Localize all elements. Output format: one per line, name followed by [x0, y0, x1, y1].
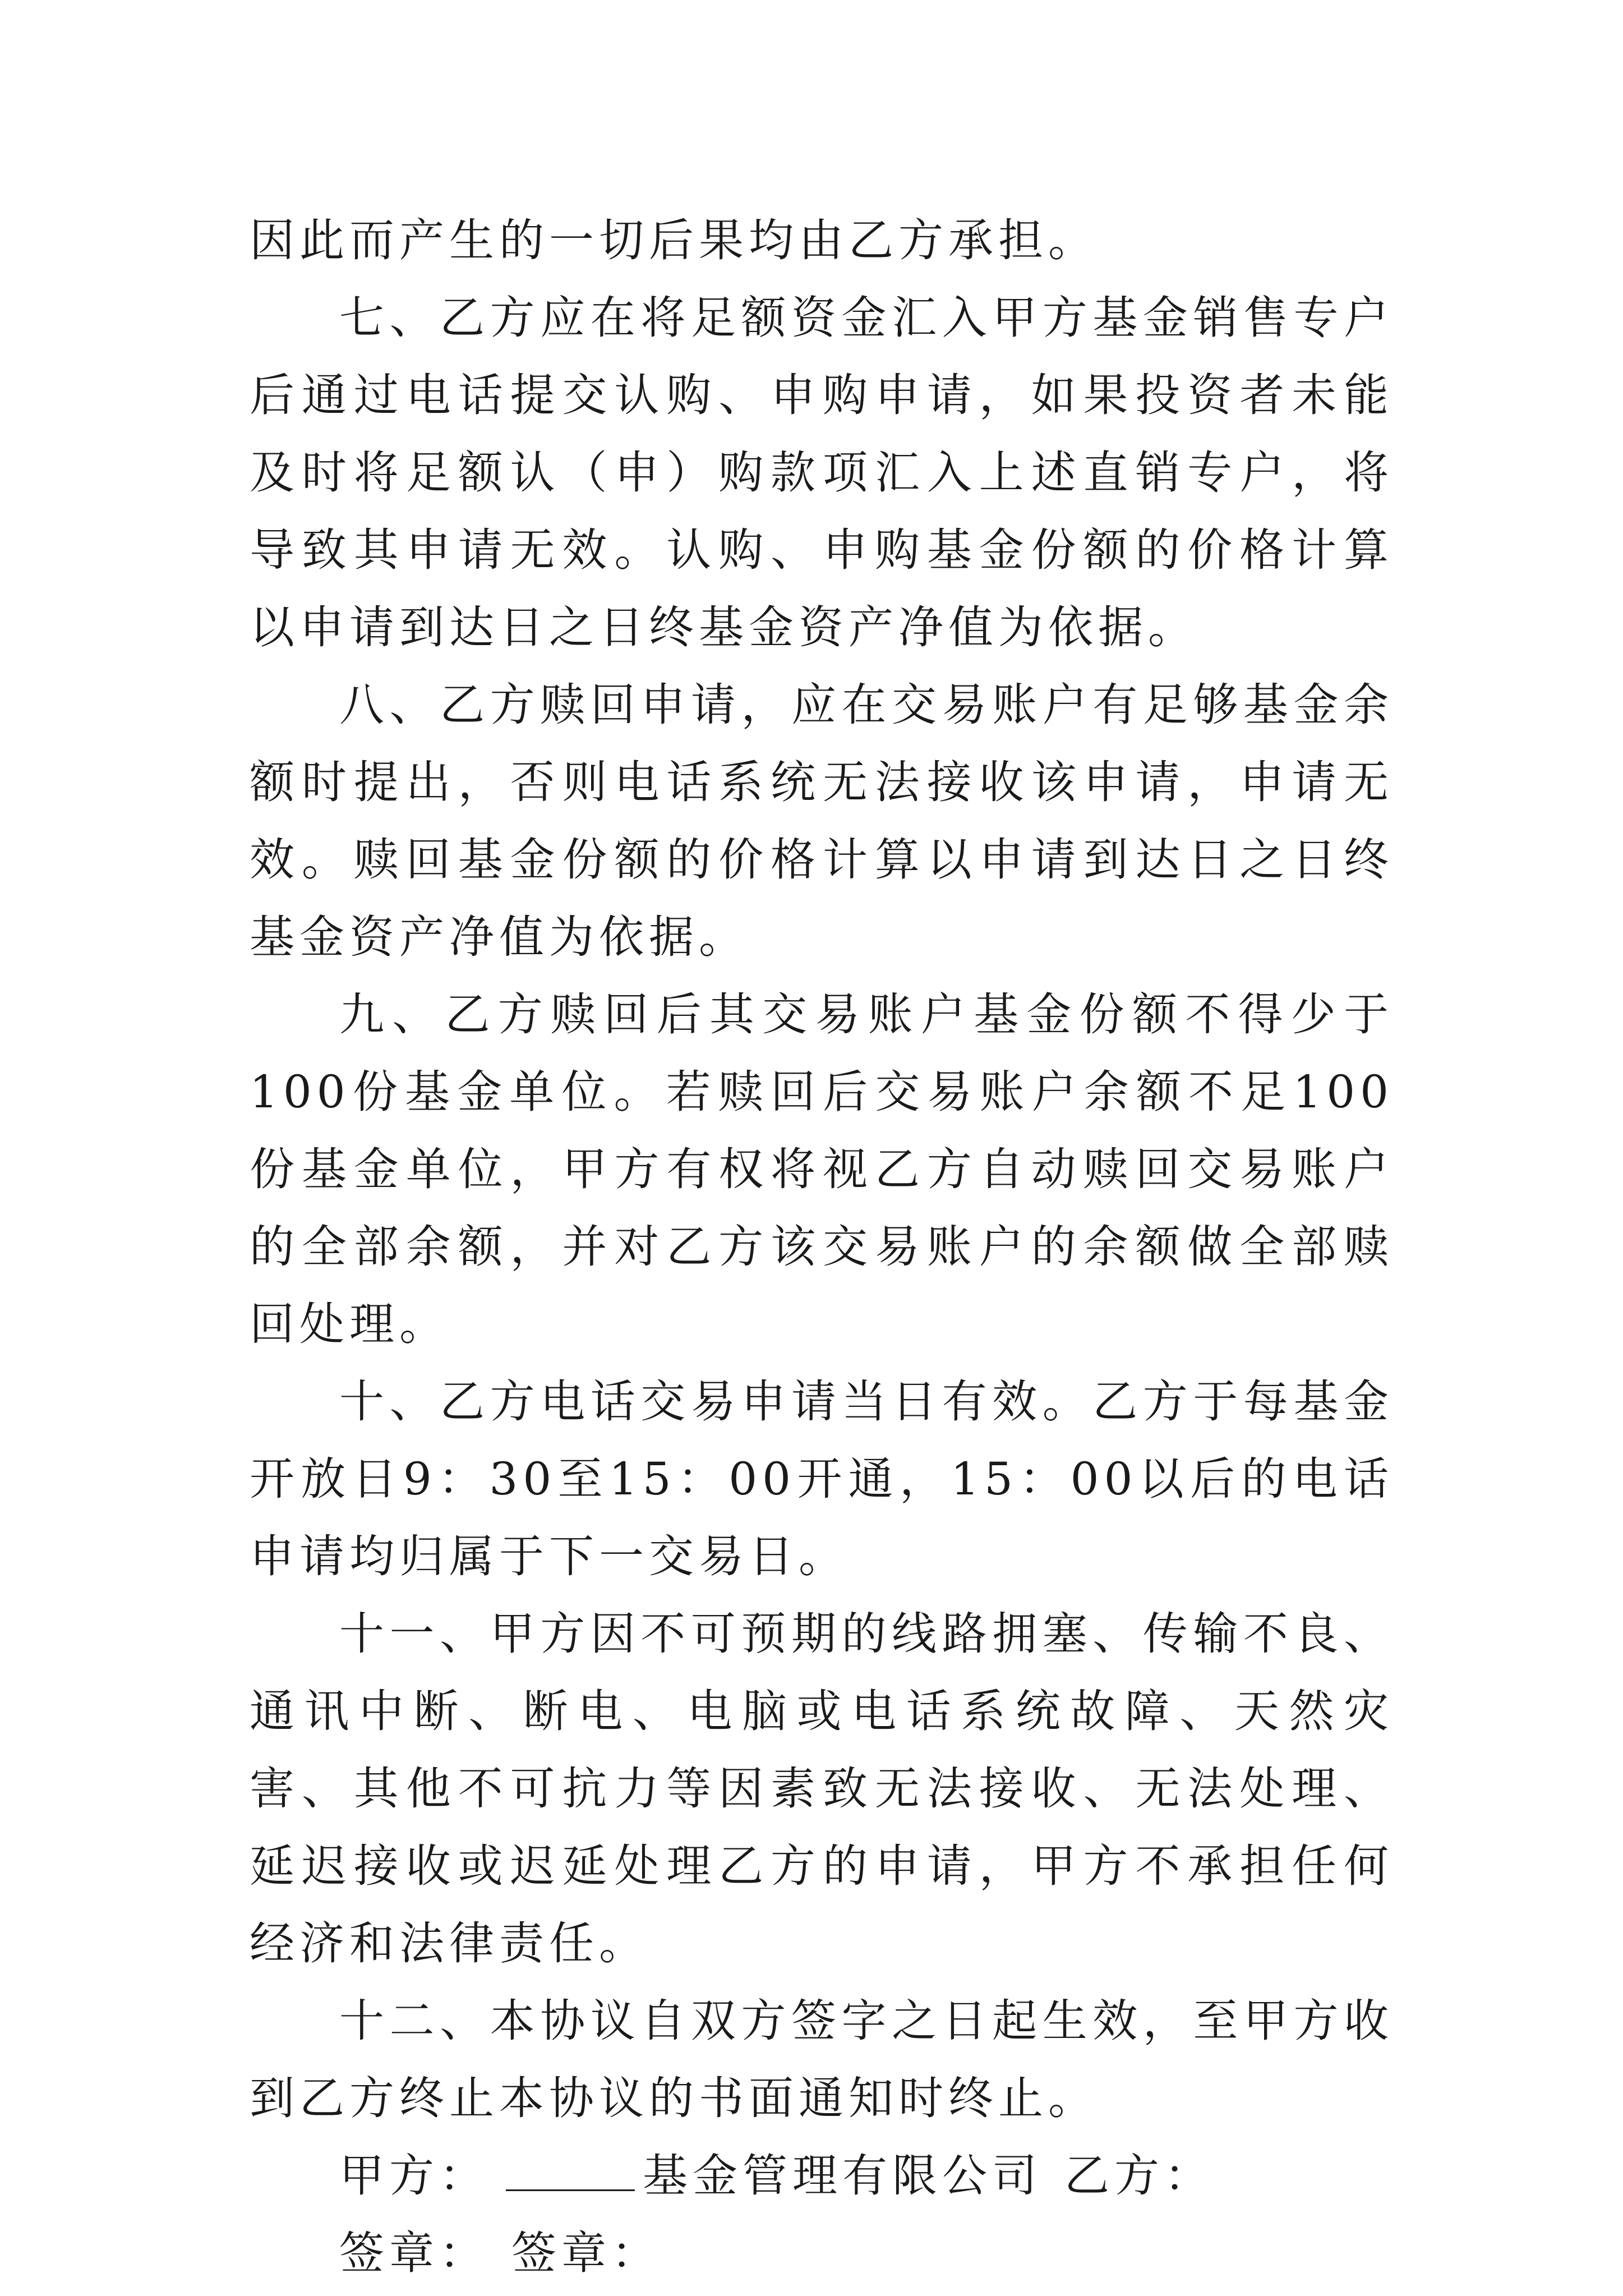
- clause-11: 十一、甲方因不可预期的线路拥塞、传输不良、通讯中断、断电、电脑或电话系统故障、天然灾害、其他不可抗力等因素致无法接收、无法处理、延迟接收或迟延处理乙方的申请，甲方不承担任何经济和法律责任。: [250, 1608, 1394, 1970]
- seal-a-label: 签章：: [339, 2227, 489, 2279]
- clause-12: 十二、本协议自双方签字之日起生效，至甲方收到乙方终止本协议的书面通知时终止。: [250, 1995, 1394, 2124]
- party-a-name-blank: [506, 2150, 635, 2191]
- agreement-body: [250, 202, 1394, 2292]
- paragraph-continuation: 因此而产生的一切后果均由乙方承担。: [250, 214, 1098, 266]
- seal-b-label: 签章：: [511, 2227, 661, 2279]
- signature-seal-line: [250, 2215, 1394, 2292]
- party-b-label: 乙方：: [1064, 2150, 1214, 2202]
- clause-10: 十、乙方电话交易申请当日有效。乙方于每基金开放日9：30至15：00开通，15：00以后的电话申请均归属于下一交易日。: [250, 1375, 1394, 1582]
- signature-parties-line: [250, 2137, 1394, 2215]
- party-a-label: 甲方：: [339, 2150, 489, 2202]
- party-a-company: 基金管理有限公司: [643, 2150, 1042, 2202]
- clause-7: 七、乙方应在将足额资金汇入甲方基金销售专户后通过电话提交认购、申购申请，如果投资者未能及时将足额认（申）购款项汇入上述直销专户，将导致其申请无效。认购、申购基金份额的价格计算以申请到达日之日终基金资产净值为依据。: [250, 292, 1394, 654]
- clause-9: 九、乙方赎回后其交易账户基金份额不得少于100份基金单位。若赎回后交易账户余额不足100份基金单位，甲方有权将视乙方自动赎回交易账户的全部余额，并对乙方该交易账户的余额做全部赎回处理。: [250, 988, 1394, 1350]
- clause-8: 八、乙方赎回申请，应在交易账户有足够基金余额时提出，否则电话系统无法接收该申请，申请无效。赎回基金份额的价格计算以申请到达日之日终基金资产净值为依据。: [250, 679, 1394, 963]
